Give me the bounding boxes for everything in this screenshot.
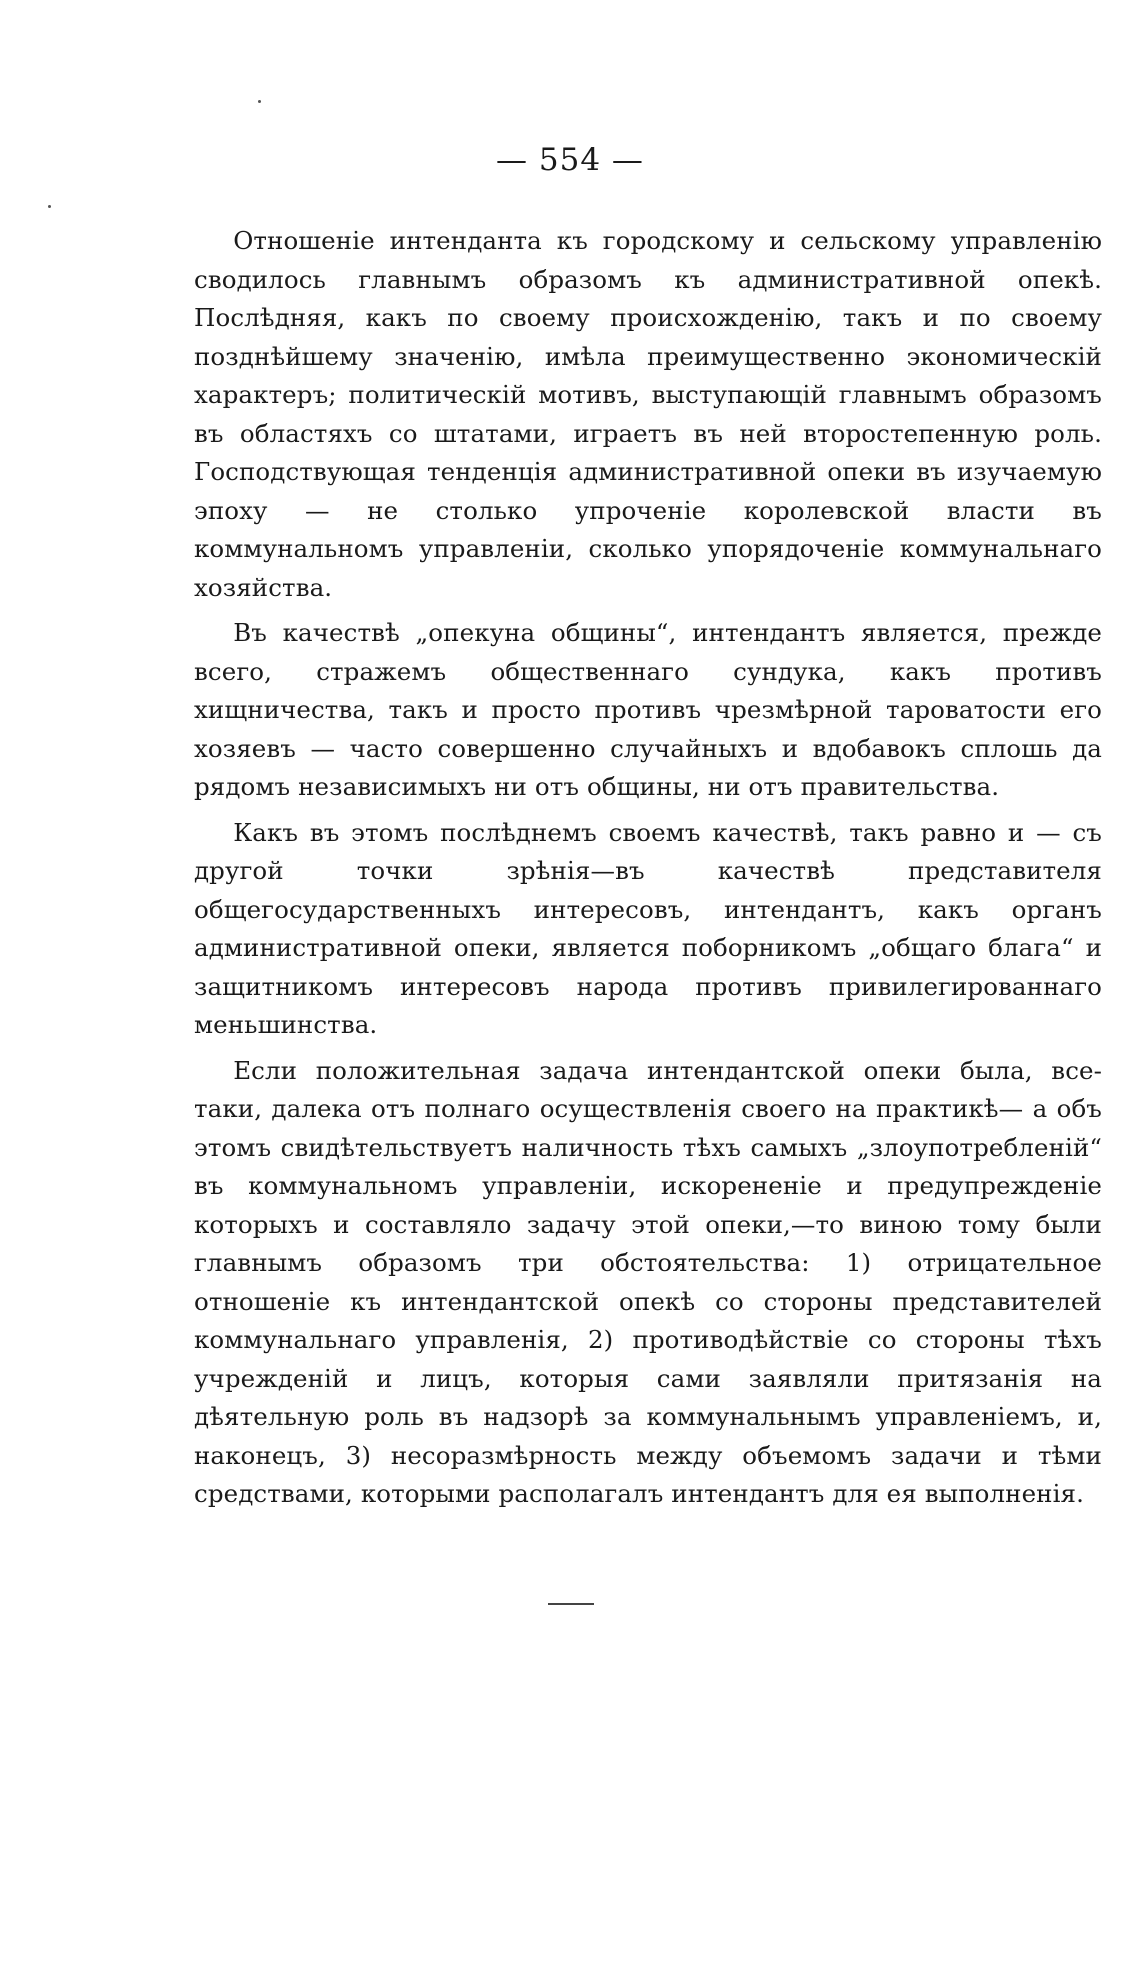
page-number: — 554 — xyxy=(496,142,644,178)
paragraph: Если положительная задача интендантской опеки была, все-таки, далека отъ полнаго осуществленія своего на практикѣ— а объ этомъ свидѣтельствуетъ наличность тѣхъ самыхъ „злоупотребленій“ въ коммунальномъ управленіи, искорененіе и предупрежденіе которыхъ и составляло задачу этой опеки,—то виною тому были главнымъ образомъ три обстоятельства: 1) отрицательное отношеніе къ интендантской опекѣ со стороны представителей коммунальнаго управленія, 2) противодѣйствіе со стороны тѣхъ учрежденій и лицъ, которыя сами заявляли притязанія на дѣятельную роль въ надзорѣ за коммунальнымъ управленіемъ, и, наконецъ, 3) несоразмѣрность между объемомъ задачи и тѣми средствами, которыми располагалъ интендантъ для ея выполненія. xyxy=(194,1055,1102,1508)
print-speck xyxy=(48,205,51,208)
end-rule xyxy=(548,1603,594,1605)
paragraph: Какъ въ этомъ послѣднемъ своемъ качествѣ, такъ равно и — съ другой точки зрѣнія—въ качествѣ представителя общегосударственныхъ интересовъ, интендантъ, какъ органъ административной опеки, является поборникомъ „общаго блага“ и защитникомъ интересовъ народа противъ привилегированнаго меньшинства. xyxy=(194,817,1102,1039)
print-speck xyxy=(258,100,261,103)
paragraph: Въ качествѣ „опекуна общины“, интендантъ является, прежде всего, стражемъ общественнаго сундука, какъ противъ хищничества, такъ и просто противъ чрезмѣрной тароватости его хозяевъ — часто совершенно случайныхъ и вдобавокъ сплошь да рядомъ независимыхъ ни отъ общины, ни отъ правительства. xyxy=(194,618,1102,801)
paragraph: Отношеніе интенданта къ городскому и сельскому управленію сводилось главнымъ образомъ къ административной опекѣ. Послѣдняя, какъ по своему происхожденію, такъ и по своему позднѣйшему значенію, имѣла преимущественно экономическій характеръ; политическій мотивъ, выступающій главнымъ образомъ въ областяхъ со штатами, играетъ въ ней второстепенную роль. Господствующая тенденція административной опеки въ изучаемую эпоху — не столько упроченіе королевской власти въ коммунальномъ управленіи, сколько упорядоченіе коммунальнаго хозяйства. xyxy=(194,226,1102,602)
body-text xyxy=(194,222,1102,1521)
